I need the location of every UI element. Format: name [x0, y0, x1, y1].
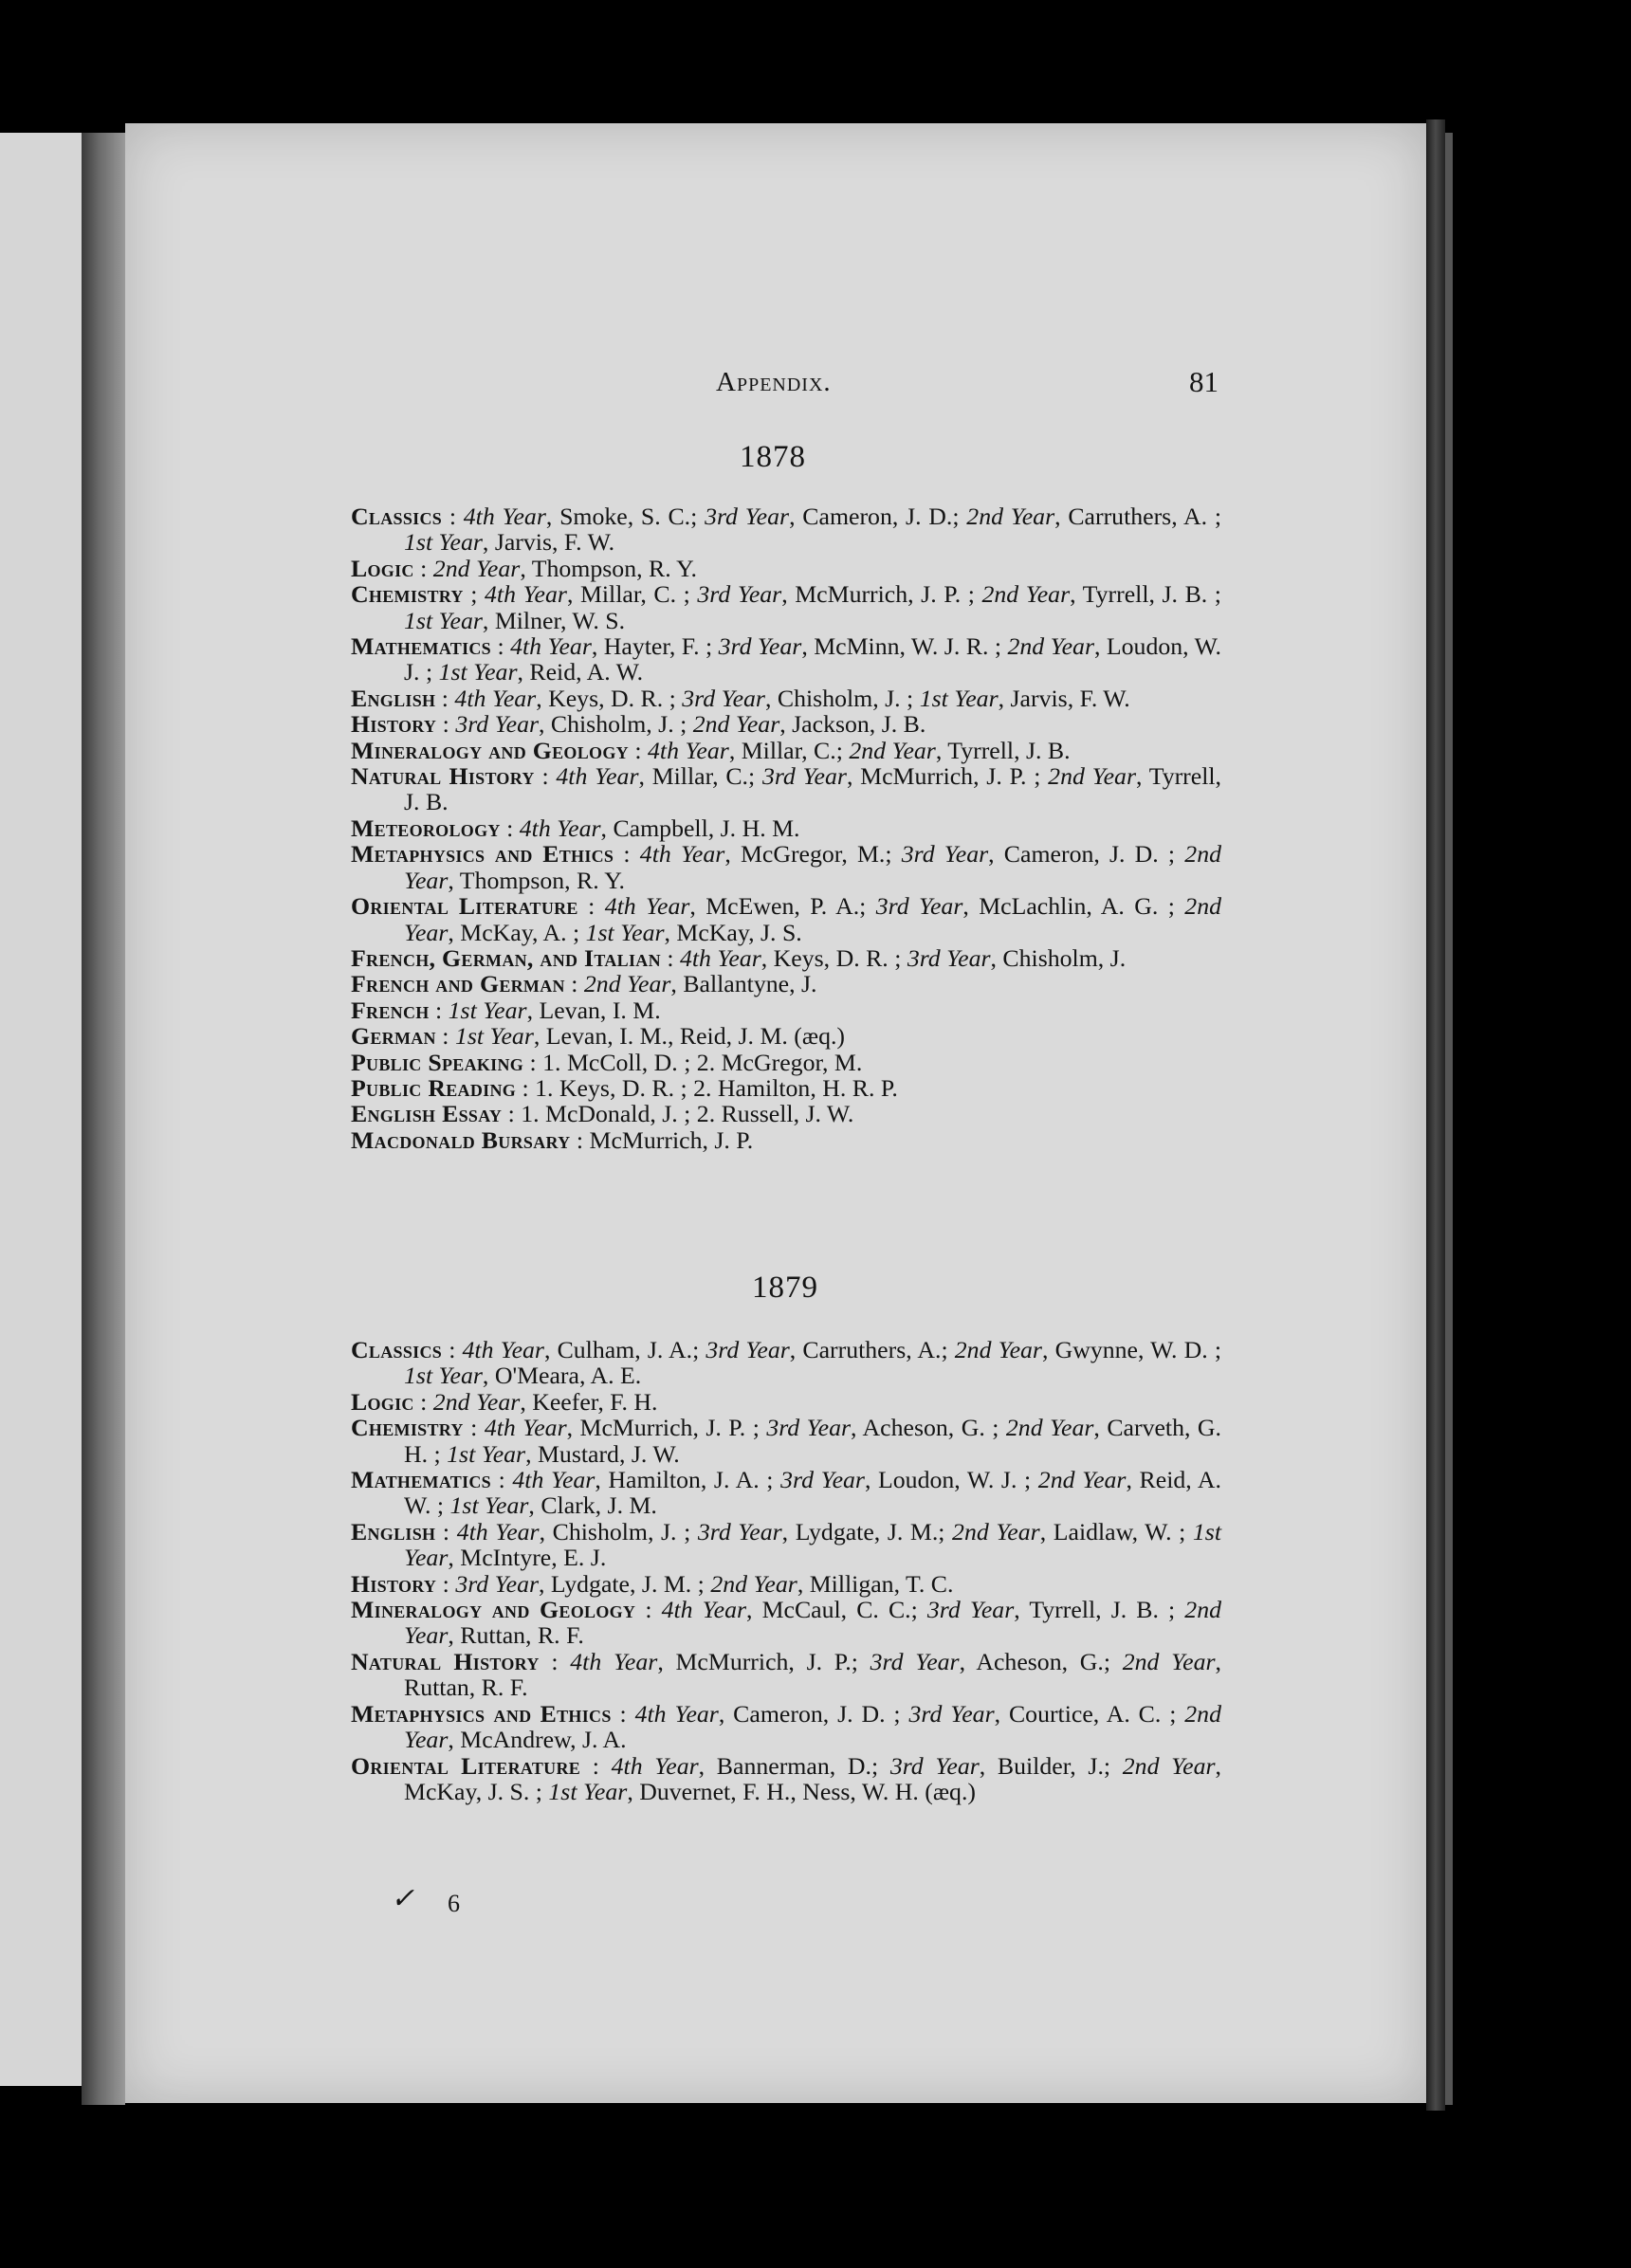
- subject-label: Mineralogy and Geology: [351, 736, 629, 764]
- entry-text: : 4th Year, Cameron, J. D. ; 3rd Year, Courtice, A. C. ; 2nd Year, McAndrew, J. A.: [404, 1699, 1221, 1754]
- entry: [351, 503, 1221, 556]
- subject-label: Meteorology: [351, 814, 501, 842]
- subject-label: Logic: [351, 1387, 414, 1416]
- entry: [351, 556, 1221, 581]
- entry: [351, 1415, 1221, 1467]
- subject-label: Public Reading: [351, 1073, 517, 1102]
- entry-text: : 4th Year, McCaul, C. C.; 3rd Year, Tyrrell, J. B. ; 2nd Year, Ruttan, R. F.: [404, 1596, 1221, 1650]
- subject-label: Metaphysics and Ethics: [351, 840, 614, 869]
- entry-text: : 1. McDonald, J. ; 2. Russell, J. W.: [502, 1100, 854, 1128]
- subject-label: Logic: [351, 554, 414, 582]
- entry: [351, 1467, 1221, 1519]
- entry: [351, 1701, 1221, 1753]
- entry-text: : 1st Year, Levan, I. M., Reid, J. M. (æq.): [435, 1022, 846, 1051]
- year-heading-1878: 1878: [740, 440, 806, 474]
- entry: [351, 1127, 1221, 1153]
- page-edge-shadow: [1445, 133, 1453, 2105]
- entry-text: : 4th Year, Culham, J. A.; 3rd Year, Carruthers, A.; 2nd Year, Gwynne, W. D. ; 1st Year, O'Meara, A. E.: [404, 1336, 1222, 1390]
- entry-text: : 2nd Year, Ballantyne, J.: [564, 970, 817, 998]
- section-1879: [351, 1337, 1221, 1804]
- entry-text: : 4th Year, Keys, D. R. ; 3rd Year, Chisholm, J. ; 1st Year, Jarvis, F. W.: [435, 684, 1130, 712]
- subject-label: Mathematics: [351, 632, 491, 661]
- subject-label: History: [351, 1569, 437, 1598]
- entry: [351, 1337, 1221, 1389]
- check-mark-icon: ✓: [391, 1883, 415, 1914]
- subject-label: French, German, and Italian: [351, 943, 661, 972]
- entry-text: : 1st Year, Levan, I. M.: [429, 996, 661, 1024]
- entry-text: : 1. Keys, D. R. ; 2. Hamilton, H. R. P.: [516, 1073, 898, 1102]
- entry: [351, 971, 1221, 997]
- entry: [351, 1597, 1221, 1649]
- entry-text: : 4th Year, Millar, C.; 3rd Year, McMurrich, J. P. ; 2nd Year, Tyrrell, J. B.: [404, 762, 1222, 816]
- entry: [351, 1571, 1221, 1597]
- entry: [351, 1075, 1221, 1101]
- subject-label: French: [351, 996, 430, 1024]
- entry: [351, 711, 1221, 737]
- entry: [351, 581, 1221, 633]
- section-1878: [351, 503, 1221, 1153]
- year-heading-1879: 1879: [752, 1271, 818, 1305]
- subject-label: English: [351, 684, 436, 712]
- entry: [351, 1023, 1221, 1049]
- entry-text: : 4th Year, McGregor, M.; 3rd Year, Cameron, J. D. ; 2nd Year, Thompson, R. Y.: [404, 840, 1221, 894]
- entry-text: : 4th Year, Millar, C.; 2nd Year, Tyrrell, J. B.: [628, 736, 1071, 764]
- entry: [351, 1050, 1221, 1075]
- entry: [351, 686, 1221, 711]
- subject-label: Public Speaking: [351, 1048, 524, 1076]
- entry: [351, 1389, 1221, 1415]
- entry-text: : 4th Year, Campbell, J. H. M.: [500, 814, 800, 842]
- entry-text: : 1. McColl, D. ; 2. McGregor, M.: [523, 1048, 863, 1076]
- entry-text: : 2nd Year, Thompson, R. Y.: [413, 554, 697, 582]
- subject-label: Natural History: [351, 762, 535, 791]
- entry-text: : 4th Year, Hamilton, J. A. ; 3rd Year, Loudon, W. J. ; 2nd Year, Reid, A. W. ; 1st Year, Clark, J. M.: [404, 1466, 1221, 1520]
- running-head: Appendix.: [716, 367, 832, 397]
- entry: [351, 945, 1221, 971]
- subject-label: English: [351, 1517, 436, 1546]
- entry: [351, 1753, 1221, 1805]
- entry: [351, 841, 1221, 893]
- subject-label: Mathematics: [351, 1466, 491, 1494]
- entry: [351, 893, 1221, 945]
- entry: [351, 1101, 1221, 1126]
- subject-label: Mineralogy and Geology: [351, 1596, 636, 1624]
- entry: [351, 815, 1221, 841]
- subject-label: Oriental Literature: [351, 1751, 581, 1780]
- entry-text: ; 4th Year, Millar, C. ; 3rd Year, McMurrich, J. P. ; 2nd Year, Tyrrell, J. B. ; 1st Year, Milner, W. S.: [404, 580, 1221, 634]
- subject-label: Oriental Literature: [351, 892, 578, 921]
- subject-label: History: [351, 710, 437, 739]
- entry-text: : 4th Year, McEwen, P. A.; 3rd Year, McLachlin, A. G. ; 2nd Year, McKay, A. ; 1st Year, McKay, J. S.: [404, 892, 1221, 946]
- page-number: 81: [1189, 365, 1219, 398]
- entry: [351, 633, 1221, 686]
- entry: [351, 1519, 1221, 1571]
- subject-label: English Essay: [351, 1100, 503, 1128]
- entry-text: : 4th Year, Smoke, S. C.; 3rd Year, Cameron, J. D.; 2nd Year, Carruthers, A. ; 1st Year, Jarvis, F. W.: [404, 503, 1221, 557]
- entry-text: : McMurrich, J. P.: [570, 1125, 754, 1154]
- subject-label: Natural History: [351, 1647, 540, 1675]
- book-gutter: [82, 133, 125, 2105]
- signature-number: 6: [448, 1890, 460, 1917]
- entry-text: : 4th Year, Keys, D. R. ; 3rd Year, Chisholm, J.: [660, 943, 1127, 972]
- facing-page: [0, 133, 82, 2086]
- page-edge: [1426, 119, 1445, 2111]
- entry: [351, 1649, 1221, 1701]
- entry: [351, 738, 1221, 763]
- entry-text: : 3rd Year, Lydgate, J. M. ; 2nd Year, Milligan, T. C.: [436, 1569, 954, 1598]
- subject-label: Macdonald Bursary: [351, 1125, 571, 1154]
- entry-text: : 3rd Year, Chisholm, J. ; 2nd Year, Jackson, J. B.: [436, 710, 926, 739]
- subject-label: Chemistry: [351, 1414, 464, 1442]
- entry-text: : 4th Year, Chisholm, J. ; 3rd Year, Lydgate, J. M.; 2nd Year, Laidlaw, W. ; 1st Year, McIntyre, E. J.: [404, 1517, 1222, 1572]
- entry-text: : 2nd Year, Keefer, F. H.: [413, 1387, 658, 1416]
- subject-label: Metaphysics and Ethics: [351, 1699, 612, 1728]
- entry-text: : 4th Year, Hayter, F. ; 3rd Year, McMinn, W. J. R. ; 2nd Year, Loudon, W. J. ; 1st Year, Reid, A. W.: [404, 632, 1222, 686]
- subject-label: German: [351, 1022, 436, 1051]
- entry-text: : 4th Year, Bannerman, D.; 3rd Year, Builder, J.; 2nd Year, McKay, J. S. ; 1st Year, Duvernet, F. H., Ness, W. H. (æq.): [404, 1751, 1221, 1805]
- subject-label: French and German: [351, 970, 565, 998]
- subject-label: Classics: [351, 1336, 443, 1363]
- subject-label: Classics: [351, 503, 443, 530]
- entry: [351, 997, 1221, 1023]
- entry: [351, 763, 1221, 815]
- subject-label: Chemistry: [351, 580, 464, 609]
- entry-text: : 4th Year, McMurrich, J. P.; 3rd Year, Acheson, G.; 2nd Year, Ruttan, R. F.: [404, 1647, 1221, 1702]
- entry-text: : 4th Year, McMurrich, J. P. ; 3rd Year, Acheson, G. ; 2nd Year, Carveth, G. H. ; 1st Year, Mustard, J. W.: [404, 1414, 1221, 1468]
